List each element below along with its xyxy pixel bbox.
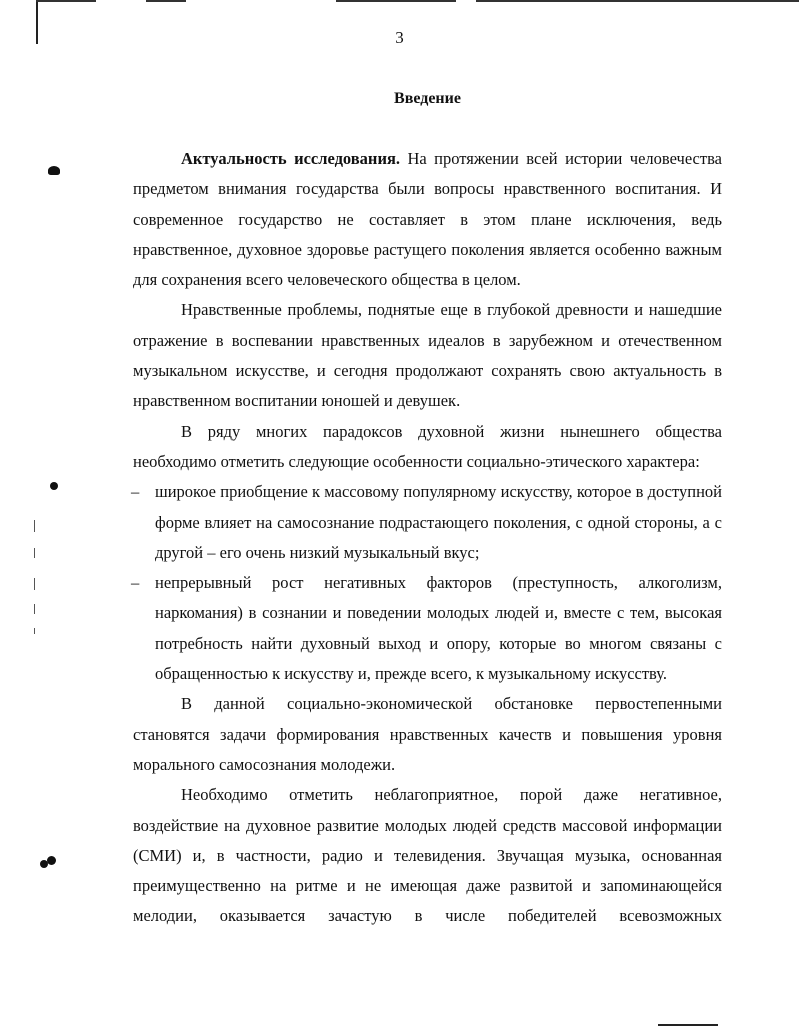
- margin-tick: [34, 578, 35, 590]
- paragraph: Нравственные проблемы, поднятые еще в глубокой древности и нашедшие отражение в воспевании нравственных идеалов в зарубежном и отечественном музыкальном искусстве, и сегодня продолжают сохранять свою актуальность в нравственном воспитании юношей и девушек.: [133, 300, 722, 411]
- document-body: [133, 144, 722, 932]
- scan-edge-top: [36, 0, 799, 2]
- scan-edge-bottom: [658, 1024, 718, 1026]
- binding-hole-mark: [50, 482, 58, 490]
- paragraph: Необходимо отметить неблагоприятное, порой даже негативное, воздействие на духовное развитие молодых людей средств массовой информации (СМИ) и, в частности, радио и телевидения. Звучащая музыка, основанная преимущественно на ритме и не имеющая даже развитой и запоминающейся мелодии, оказывается зачастую в числе победителей всевозможных: [133, 785, 722, 926]
- list-item-text: широкое приобщение к массовому популярному искусству, которое в доступной форме влияет на самосознание подрастающего поколения, с одной стороны, а с другой – его очень низкий музыкальный вкус;: [155, 482, 722, 562]
- margin-tick: [34, 628, 35, 634]
- paragraph: В данной социально-экономической обстановке первостепенными становятся задачи формирования нравственных качеств и повышения уровня морального самосознания молодежи.: [133, 694, 722, 774]
- paragraph-lead: Актуальность исследования.: [181, 149, 400, 168]
- margin-tick: [34, 520, 35, 532]
- list-item: [133, 568, 722, 689]
- binding-hole-mark: [48, 166, 60, 175]
- margin-tick: [34, 604, 35, 614]
- margin-tick: [34, 548, 35, 558]
- paragraph: [133, 144, 722, 295]
- page-title: Введение: [394, 90, 461, 107]
- list-bullet: –: [131, 482, 140, 502]
- list-item-text: непрерывный рост негативных факторов (преступность, алкоголизм, наркомания) в сознании и поведении молодых людей и, вместе с тем, высокая потребность найти духовный выход и опору, которые во многом связаны с обращенностью к искусству и, прежде всего, к музыкальному искусству.: [155, 573, 722, 684]
- page-number: 3: [395, 28, 404, 47]
- list-item: [133, 477, 722, 568]
- binding-hole-mark: [47, 856, 56, 865]
- list-bullet: –: [131, 573, 140, 593]
- bullet-list: [133, 477, 722, 689]
- paragraph-text: На протяжении всей истории человечества предметом внимания государства были вопросы нравственного воспитания. И современное государство не составляет в этом плане исключения, ведь нравственное, духовное здоровье растущего поколения является особенно важным для сохранения всего человеческого общества в целом.: [133, 149, 722, 290]
- paragraph: В ряду многих парадоксов духовной жизни нынешнего общества необходимо отметить следующие особенности социально-этического характера:: [133, 421, 722, 471]
